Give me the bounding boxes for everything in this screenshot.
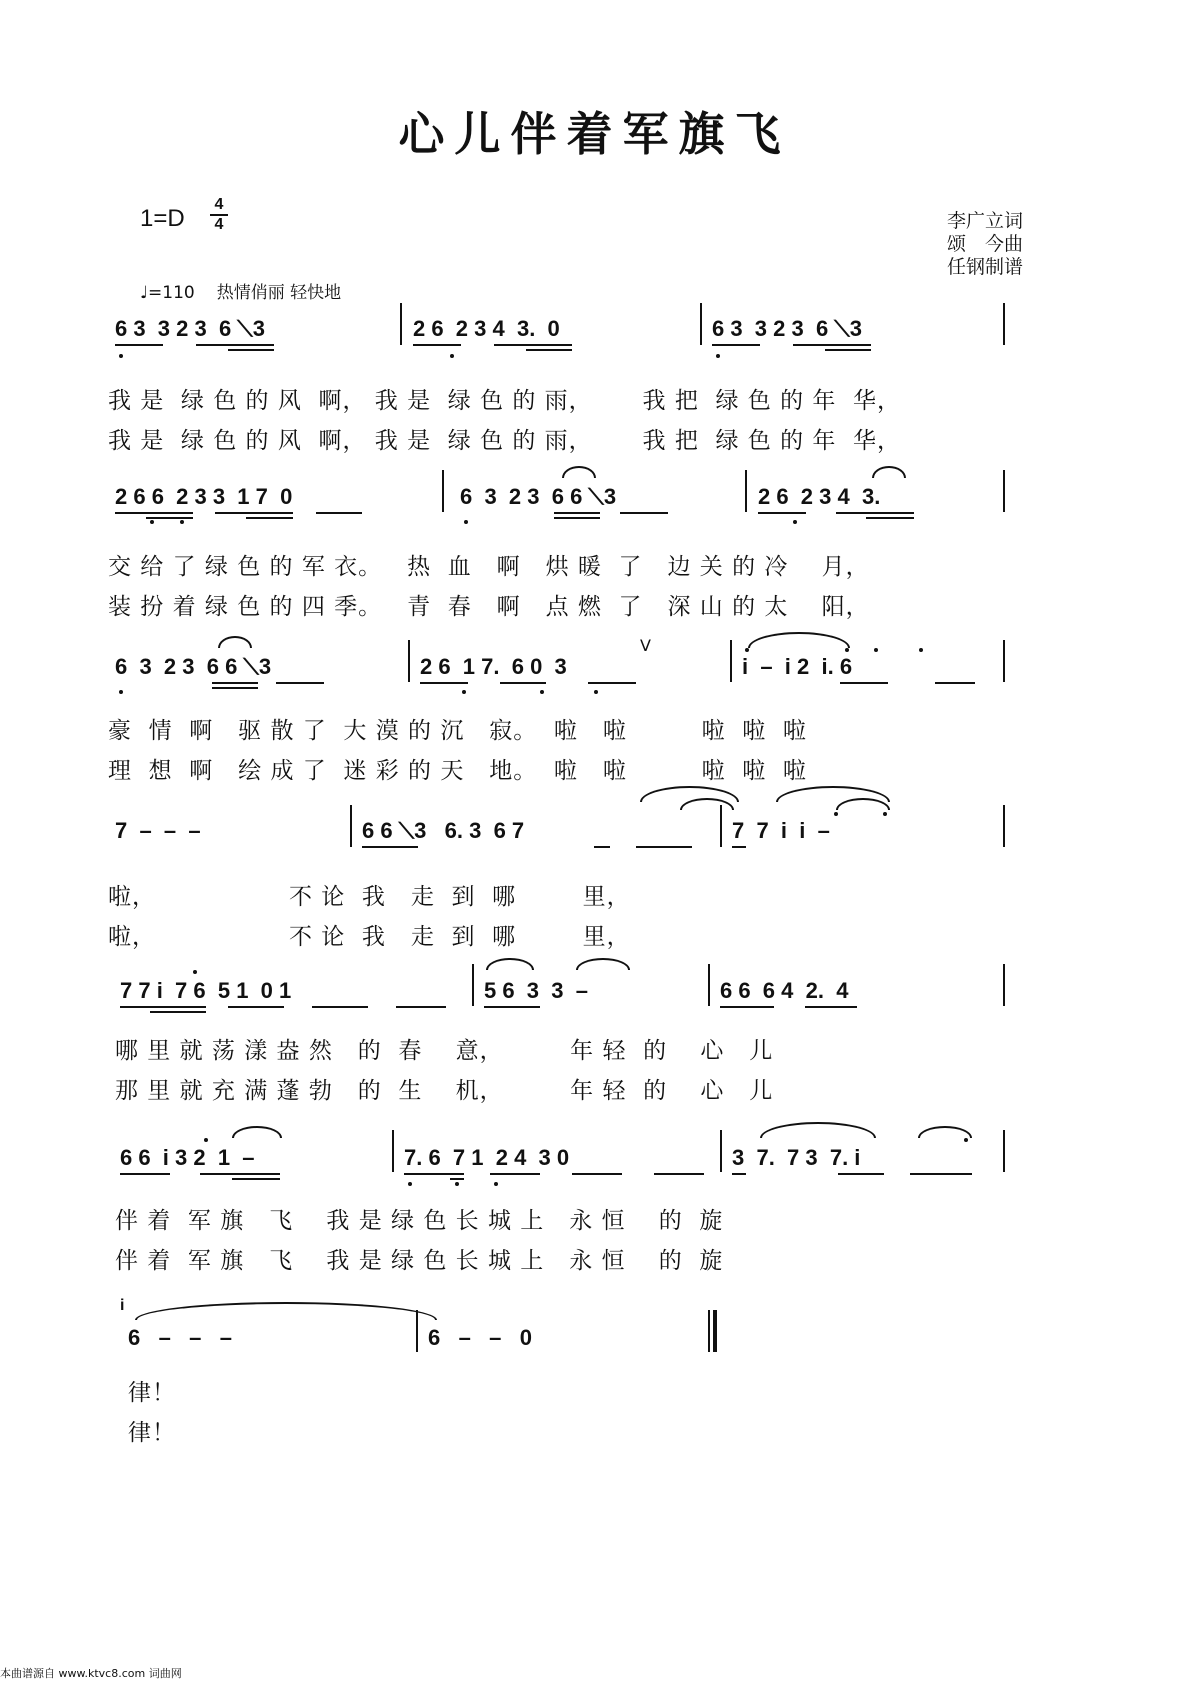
- high-octave-dot: [964, 1138, 968, 1142]
- high-octave-dot: [919, 648, 923, 652]
- beam: [620, 512, 668, 514]
- beam: [825, 349, 871, 351]
- beam: [450, 1178, 464, 1180]
- composer: 颂 今曲: [947, 233, 1024, 255]
- beam: [866, 517, 914, 519]
- measure-18-notes: 3 7. 7 3 7. i: [732, 1145, 861, 1170]
- beam: [120, 1006, 206, 1008]
- barline: [350, 805, 352, 847]
- measure-17-notes: 7. 6 7 1 2 4 3 0: [404, 1145, 570, 1170]
- measure-7-notes: 6 3 2 3 6 6 ⟍3: [115, 654, 272, 679]
- low-octave-dot: [793, 520, 797, 524]
- beam: [115, 512, 193, 514]
- slur: [760, 1122, 876, 1138]
- beam: [732, 846, 746, 848]
- arranger: 任钢制谱: [947, 256, 1024, 278]
- beam: [396, 1006, 446, 1008]
- time-signature: [210, 197, 228, 233]
- beam: [588, 682, 636, 684]
- beam: [935, 682, 975, 684]
- beam: [594, 846, 610, 848]
- beam: [758, 512, 806, 514]
- credits: [947, 210, 1023, 279]
- grace-note: i: [120, 1297, 125, 1314]
- beam: [500, 682, 546, 684]
- breath-mark: V: [640, 636, 651, 655]
- beam: [654, 1173, 704, 1175]
- beam: [150, 1011, 206, 1013]
- tempo-marking: [140, 278, 341, 303]
- slur: [562, 466, 596, 478]
- high-octave-dot: [834, 812, 838, 816]
- beam: [316, 512, 362, 514]
- barline: [1003, 640, 1005, 682]
- beam: [413, 344, 461, 346]
- barline: [700, 303, 702, 345]
- beam: [420, 682, 468, 684]
- measure-15-notes: 6 6 6 4 2. 4: [720, 978, 849, 1003]
- beam: [212, 687, 258, 689]
- lyricist: 李广立词: [947, 210, 1024, 232]
- slur: [748, 632, 850, 648]
- high-octave-dot: [193, 970, 197, 974]
- measure-14-notes: 5 6 3 3 –: [484, 978, 588, 1003]
- barline: [720, 1130, 722, 1172]
- beam: [228, 349, 274, 351]
- barline: [1003, 1130, 1005, 1172]
- barline: [392, 1130, 394, 1172]
- barline: [1003, 303, 1005, 345]
- time-signature-bottom: 4: [214, 215, 224, 233]
- slur: [576, 958, 630, 970]
- beam: [720, 1006, 774, 1008]
- slur: [218, 636, 252, 648]
- beam: [840, 682, 888, 684]
- lyrics-verse-2: 装 扮 着 绿 色 的 四 季。 青 春 啊 点 燃 了 深 山 的 太 阳，: [108, 594, 870, 620]
- lyrics-verse-1: 律！: [128, 1380, 176, 1406]
- beam: [215, 512, 293, 514]
- beam: [246, 517, 293, 519]
- high-octave-dot: [845, 648, 849, 652]
- high-octave-dot: [745, 648, 749, 652]
- beam: [572, 1173, 622, 1175]
- barline: [1003, 470, 1005, 512]
- low-octave-dot: [119, 354, 123, 358]
- slur: [232, 1126, 282, 1138]
- lyrics-verse-1: 我 是 绿 色 的 风 啊， 我 是 绿 色 的 雨， 我 把 绿 色 的 年 华，: [108, 388, 902, 414]
- beam: [490, 1173, 540, 1175]
- low-octave-dot: [408, 1182, 412, 1186]
- measure-4-notes: 2 6 6 2 3 3 1 7 0: [115, 484, 293, 509]
- measure-13-notes: 7 7 i 7 6 5 1 0 1: [120, 978, 292, 1003]
- low-octave-dot: [450, 354, 454, 358]
- low-octave-dot: [455, 1182, 459, 1186]
- measure-10-notes: 7 – – –: [115, 818, 201, 843]
- barline: [1003, 805, 1005, 847]
- beam: [276, 682, 324, 684]
- beam: [836, 512, 914, 514]
- lyrics-verse-2: 那 里 就 充 满 蓬 勃 的 生 机， 年 轻 的 心 儿: [115, 1078, 774, 1104]
- lyrics-verse-1: 交 给 了 绿 色 的 军 衣。 热 血 啊 烘 暖 了 边 关 的 冷 月，: [108, 554, 870, 580]
- lyrics-verse-2: 伴 着 军 旗 飞 我 是 绿 色 长 城 上 永 恒 的 旋: [115, 1248, 724, 1274]
- low-octave-dot: [150, 520, 154, 524]
- lyrics-verse-1: 啦， 不 论 我 走 到 哪 里，: [108, 884, 631, 910]
- beam: [838, 1173, 884, 1175]
- slur: [918, 1126, 972, 1138]
- beam: [200, 1173, 280, 1175]
- beam: [484, 1006, 540, 1008]
- beam: [793, 344, 871, 346]
- measure-9-notes: i – i 2 i. 6: [742, 654, 853, 679]
- lyrics-verse-1: 伴 着 军 旗 飞 我 是 绿 色 长 城 上 永 恒 的 旋: [115, 1208, 724, 1234]
- barline: [745, 470, 747, 512]
- beam: [196, 344, 274, 346]
- beam: [312, 1006, 368, 1008]
- beam: [712, 344, 760, 346]
- beam: [732, 1173, 746, 1175]
- barline: [708, 964, 710, 1006]
- beam: [636, 846, 692, 848]
- measure-19-notes: 6 – – –: [128, 1325, 232, 1350]
- tempo-value: ♩=110: [140, 283, 195, 303]
- measure-12-notes: 7 7 i i –: [732, 818, 830, 843]
- barline: [442, 470, 444, 512]
- beam: [120, 1173, 170, 1175]
- measure-6-notes: 2 6 2 3 4 3.: [758, 484, 881, 509]
- beam: [212, 682, 258, 684]
- lyrics-verse-1: 哪 里 就 荡 漾 盎 然 的 春 意， 年 轻 的 心 儿: [115, 1038, 774, 1064]
- lyrics-verse-2: 我 是 绿 色 的 风 啊， 我 是 绿 色 的 雨， 我 把 绿 色 的 年 华，: [108, 428, 902, 454]
- beam: [228, 1006, 284, 1008]
- high-octave-dot: [883, 812, 887, 816]
- low-octave-dot: [462, 690, 466, 694]
- final-barline-thin: [708, 1310, 710, 1352]
- tie: [135, 1302, 437, 1320]
- source-footer: 本曲谱源自 www.ktvc8.com 词曲网: [0, 1667, 182, 1680]
- measure-8-notes: 2 6 1 7. 6 0 3: [420, 654, 567, 679]
- low-octave-dot: [494, 1182, 498, 1186]
- high-octave-dot: [874, 648, 878, 652]
- measure-11-notes: 6 6 ⟍3 6. 3 6 7: [362, 818, 525, 843]
- low-octave-dot: [180, 520, 184, 524]
- measure-2-notes: 2 6 2 3 4 3. 0: [413, 316, 560, 341]
- barline: [730, 640, 732, 682]
- low-octave-dot: [540, 690, 544, 694]
- beam: [805, 1006, 857, 1008]
- measure-20-notes: 6 – – 0: [428, 1325, 532, 1350]
- key-signature: 1=D: [140, 205, 185, 232]
- slur: [486, 958, 534, 970]
- barline: [400, 303, 402, 345]
- lyrics-verse-1: 豪 情 啊 驱 散 了 大 漠 的 沉 寂。 啦 啦 啦 啦 啦: [108, 718, 807, 744]
- beam: [146, 517, 193, 519]
- measure-3-notes: 6 3 3 2 3 6 ⟍3: [712, 316, 862, 341]
- beam: [404, 1173, 464, 1175]
- beam: [494, 344, 572, 346]
- lyrics-verse-2: 律！: [128, 1420, 176, 1446]
- barline: [408, 640, 410, 682]
- measure-1-notes: 6 3 3 2 3 6 ⟍3: [115, 316, 265, 341]
- barline: [1003, 964, 1005, 1006]
- low-octave-dot: [119, 690, 123, 694]
- beam: [554, 512, 600, 514]
- beam: [115, 344, 163, 346]
- beam: [362, 846, 418, 848]
- barline: [472, 964, 474, 1006]
- page-title: 心儿伴着军旗飞: [398, 107, 791, 161]
- low-octave-dot: [594, 690, 598, 694]
- beam: [232, 1178, 280, 1180]
- lyrics-verse-2: 理 想 啊 绘 成 了 迷 彩 的 天 地。 啦 啦 啦 啦 啦: [108, 758, 807, 784]
- barline: [720, 805, 722, 847]
- time-signature-top: 4: [214, 196, 224, 213]
- final-barline-thick: [713, 1310, 717, 1352]
- measure-16-notes: 6 6 i 3 2 1 –: [120, 1145, 255, 1170]
- slur: [872, 466, 906, 478]
- beam: [554, 517, 600, 519]
- low-octave-dot: [716, 354, 720, 358]
- high-octave-dot: [204, 1138, 208, 1142]
- measure-5-notes: 6 3 2 3 6 6 ⟍3: [460, 484, 617, 509]
- beam: [910, 1173, 972, 1175]
- lyrics-verse-2: 啦， 不 论 我 走 到 哪 里，: [108, 924, 631, 950]
- beam: [526, 349, 572, 351]
- expression-marking: 热情俏丽 轻快地: [216, 283, 342, 303]
- low-octave-dot: [464, 520, 468, 524]
